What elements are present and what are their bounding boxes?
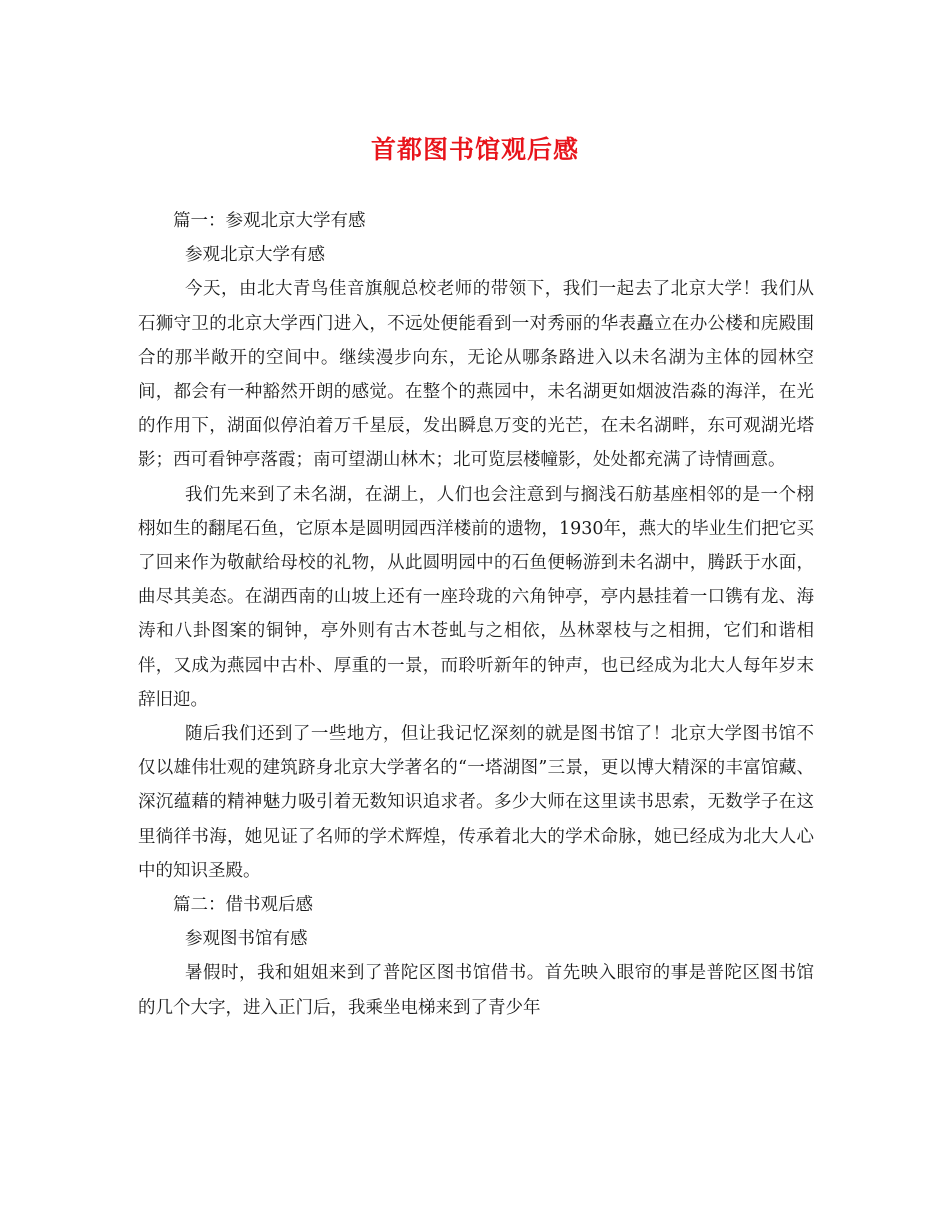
paragraph: 随后我们还到了一些地方，但让我记忆深刻的就是图书馆了！北京大学图书馆不仅以雄伟壮观的建筑跻身北京大学著名的“一塔湖图”三景，更以博大精深的丰富馆藏、深沉蕴藉的精神魅力吸引着无数知识追求者。多少大师在这里读书思索，无数学子在这里徜徉书海，她见证了名师的学术辉煌，传承着北大的学术命脉，她已经成为北大人心中的知识圣殿。 <box>138 724 814 881</box>
section-heading-1: 篇一：参观北京大学有感 <box>173 211 366 231</box>
section-subheading-2: 参观图书馆有感 <box>185 929 308 950</box>
paragraph: 今天，由北大青鸟佳音旗舰总校老师的带领下，我们一起去了北京大学！我们从石狮守卫的北京大学西门进入，不远处便能看到一对秀丽的华表矗立在办公楼和庑殿围合的那半敞开的空间中。继续漫步向东，无论从哪条路进入以未名湖为主体的园林空间，都会有一种豁然开朗的感觉。在整个的燕园中，未名湖更如烟波浩淼的海洋，在光的作用下，湖面似停泊着万千星辰，发出瞬息万变的光芒，在未名湖畔，东可观湖光塔影；西可看钟亭落霞；南可望湖山林木；北可览层楼幢影，处处都充满了诗情画意。 <box>138 279 814 471</box>
section-heading-2: 篇二：借书观后感 <box>173 895 313 916</box>
paragraph: 我们先来到了未名湖，在湖上，人们也会注意到与搁浅石舫基座相邻的是一个栩栩如生的翻尾石鱼，它原本是圆明园西洋楼前的遗物，1930年，燕大的毕业生们把它买了回来作为敬献给母校的礼物，从此圆明园中的石鱼便畅游到未名湖中，腾跃于水面，曲尽其美态。在湖西南的山坡上还有一座玲珑的六角钟亭，亭内悬挂着一口镌有龙、海涛和八卦图案的铜钟，亭外则有古木苍虬与之相依，丛林翠枝与之相拥，它们和谐相伴，又成为燕园中古朴、厚重的一景，而聆听新年的钟声，也已经成为北大人每年岁末辞旧迎。 <box>138 484 814 710</box>
paragraph: 暑假时，我和姐姐来到了普陀区图书馆借书。首先映入眼帘的事是普陀区图书馆的几个大字，进入正门后，我乘坐电梯来到了青少年 <box>138 963 814 1018</box>
document-title: 首都图书馆观后感 <box>370 135 579 164</box>
section-subheading-1: 参观北京大学有感 <box>185 245 325 266</box>
document-body <box>138 204 814 1025</box>
